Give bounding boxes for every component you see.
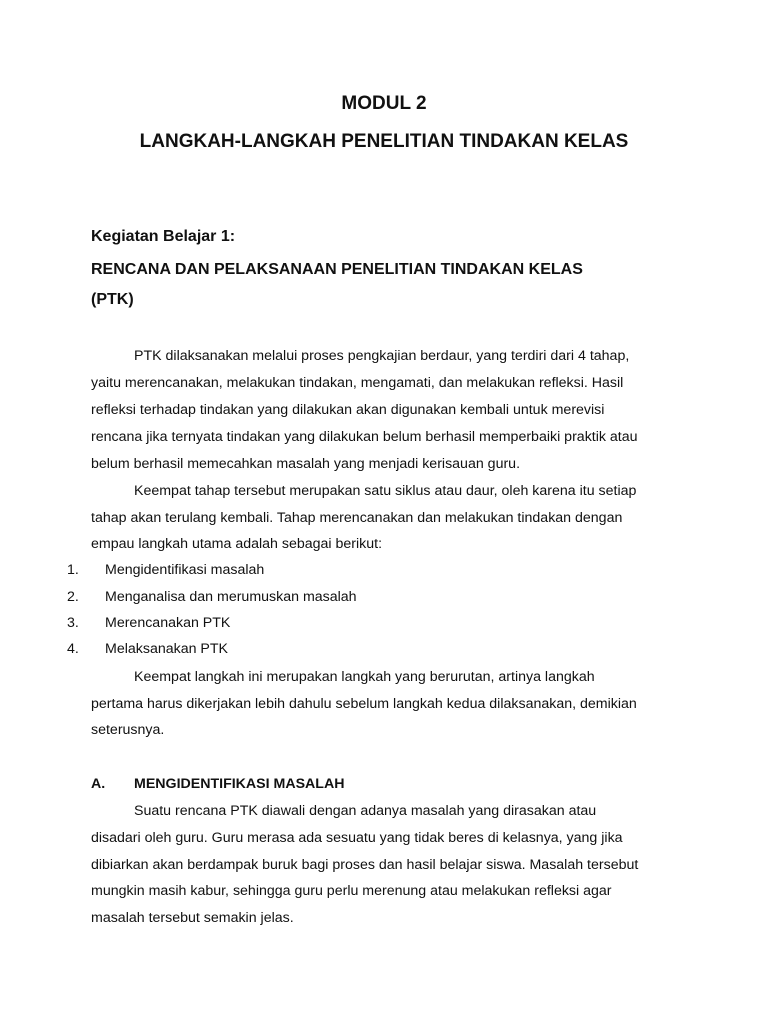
section-a-line: Suatu rencana PTK diawali dengan adanya masalah yang dirasakan atau xyxy=(134,803,597,819)
paragraph-2-line: Keempat tahap tersebut merupakan satu siklus atau daur, oleh karena itu setiap xyxy=(134,483,637,499)
list-item: Mengidentifikasi masalah xyxy=(105,562,265,578)
section-a-line: masalah tersebut semakin jelas. xyxy=(91,910,294,926)
activity-label: Kegiatan Belajar 1: xyxy=(91,228,236,245)
section-a-title: MENGIDENTIFIKASI MASALAH xyxy=(134,776,345,792)
paragraph-1-line: yaitu merencanakan, melakukan tindakan, mengamati, dan melakukan refleksi. Hasil xyxy=(91,375,624,391)
paragraph-3-line: Keempat langkah ini merupakan langkah yang berurutan, artinya langkah xyxy=(134,669,595,685)
paragraph-3-line: pertama harus dikerjakan lebih dahulu sebelum langkah kedua dilaksanakan, demikian xyxy=(91,696,637,712)
list-item: Melaksanakan PTK xyxy=(105,641,229,657)
paragraph-2-line: empau langkah utama adalah sebagai berikut: xyxy=(91,536,383,552)
paragraph-1-line: PTK dilaksanakan melalui proses pengkajian berdaur, yang terdiri dari 4 tahap, xyxy=(134,348,630,364)
list-item-number: 3. xyxy=(67,615,79,631)
list-item-number: 2. xyxy=(67,589,79,605)
paragraph-1-line: refleksi terhadap tindakan yang dilakukan akan digunakan kembali untuk merevisi xyxy=(91,402,605,418)
list-item-number: 1. xyxy=(67,562,79,578)
activity-title-line-1: RENCANA DAN PELAKSANAAN PENELITIAN TINDAKAN KELAS xyxy=(91,261,583,278)
list-item: Menganalisa dan merumuskan masalah xyxy=(105,589,357,605)
list-item: Merencanakan PTK xyxy=(105,615,231,631)
module-number: MODUL 2 xyxy=(341,93,427,114)
paragraph-1-line: rencana jika ternyata tindakan yang dilakukan belum berhasil memperbaiki praktik atau xyxy=(91,429,638,445)
paragraph-1-line: belum berhasil memecahkan masalah yang menjadi kerisauan guru. xyxy=(91,456,521,472)
list-item-number: 4. xyxy=(67,641,79,657)
section-a-line: dibiarkan akan berdampak buruk bagi proses dan hasil belajar siswa. Masalah tersebut xyxy=(91,857,639,873)
section-a-line: disadari oleh guru. Guru merasa ada sesuatu yang tidak beres di kelasnya, yang jika xyxy=(91,830,623,846)
paragraph-3-line: seterusnya. xyxy=(91,722,165,738)
activity-title-line-2: (PTK) xyxy=(91,291,134,308)
paragraph-2-line: tahap akan terulang kembali. Tahap merencanakan dan melakukan tindakan dengan xyxy=(91,510,623,526)
section-a-line: mungkin masih kabur, sehingga guru perlu merenung atau melakukan refleksi agar xyxy=(91,883,612,899)
section-a-letter: A. xyxy=(91,776,106,792)
module-title: LANGKAH-LANGKAH PENELITIAN TINDAKAN KELAS xyxy=(139,131,629,152)
